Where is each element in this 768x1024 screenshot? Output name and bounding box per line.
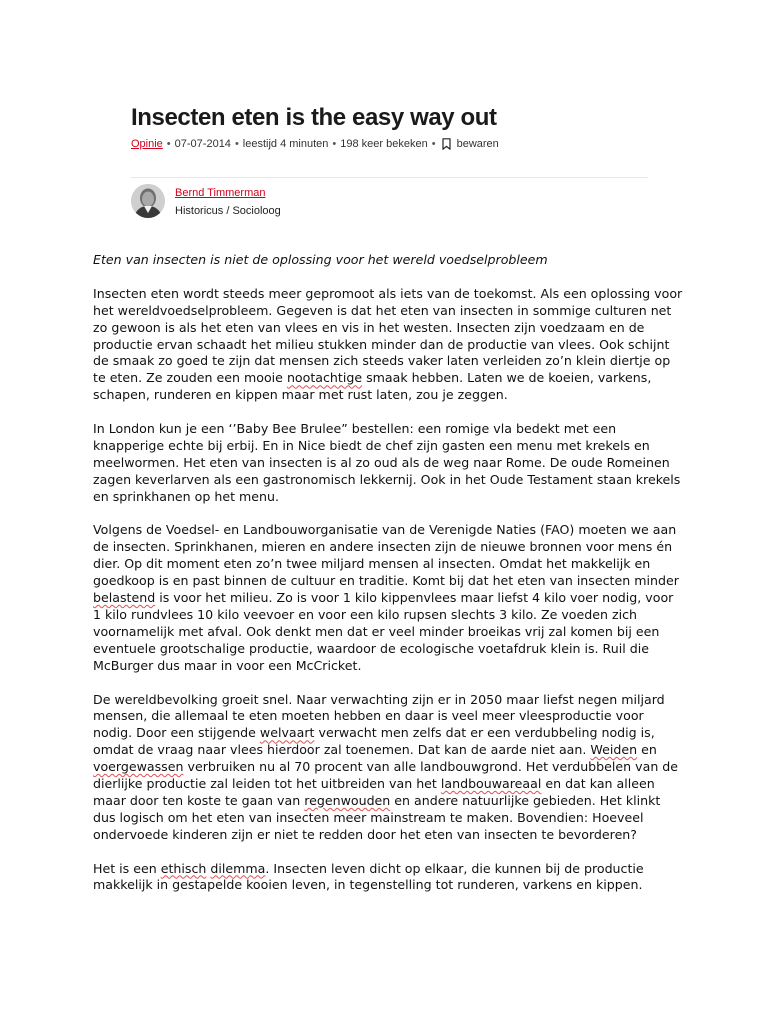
spellcheck-word[interactable]: dilemma: [210, 860, 266, 876]
author-role: Historicus / Socioloog: [175, 205, 281, 217]
paragraph-1: [93, 286, 683, 404]
paragraph-text: verwacht men zelfs dat er een verdubbeling nodig is, omdat de vraag naar vlees hierdoor zal toenemen. Dat kan de aarde niet aan.: [93, 725, 655, 758]
view-count: 198 keer bekeken: [340, 138, 428, 150]
spellcheck-word[interactable]: Weiden: [590, 742, 638, 758]
publish-date: 07-07-2014: [174, 138, 231, 150]
header-divider: [131, 177, 648, 178]
paragraph-text: verbruiken nu al 70 procent van alle landbouwgrond. Het verdubbelen van de dierlijke productie zal leiden tot het uitbreiden van het: [93, 759, 679, 792]
article-subtitle: Eten van insecten is niet de oplossing voor het wereld voedselprobleem: [93, 252, 548, 267]
paragraph-3: [93, 522, 683, 674]
author-name-link[interactable]: Bernd Timmerman: [175, 187, 266, 199]
article-title: Insecten eten is the easy way out: [131, 104, 497, 131]
article-header-screenshot: [118, 98, 660, 230]
paragraph-text: Insecten eten wordt steeds meer gepromoot als iets van de toekomst. Als een oplossing voor het wereldvoedselprobleem. Gegeven is dat het eten van insecten in sommige culturen net zo gewoon is als het eten van vlees en vis in het westen. Insecten zijn voedzaam en de productie ervan schaadt het milieu stukken minder dan de productie van vlees. Ook schijnt de smaak zo goed te zijn dat mensen zich steeds vaker laten verleiden zo’n klein diertje op te eten. Ze zouden een mooie: [93, 285, 683, 386]
save-label: bewaren: [456, 138, 499, 150]
author-photo-icon: [131, 184, 165, 218]
spellcheck-word[interactable]: regenwouden: [304, 792, 391, 808]
paragraph-text: De wereldbevolking groeit snel. Naar verwachting zijn er in 2050 maar liefst negen miljard mensen, die allemaal te eten moeten hebben en daar is veel meer vleesproductie voor nodig. Door een stijgende: [93, 691, 665, 741]
paragraph-text: Volgens de Voedsel- en Landbouworganisatie van de Verenigde Naties (FAO) moeten we aan de insecten. Sprinkhanen, mieren en andere insecten zijn de nieuwe bronnen voor mens én dier. Op dit moment eten zo’n twee miljard mensen al insecten. Omdat het makkelijk en goedkoop is en past binnen de cultuur en traditie. Komt bij dat het eten van insecten minder: [93, 522, 679, 589]
article-meta: [131, 138, 499, 150]
meta-separator: •: [332, 138, 337, 150]
spellcheck-word[interactable]: landbouwareaal: [440, 776, 542, 792]
save-button[interactable]: [440, 138, 499, 150]
spellcheck-word[interactable]: voergewassen: [93, 759, 184, 775]
paragraph-text: en dat kan alleen maar door ten koste te gaan van: [93, 776, 655, 808]
spellcheck-word[interactable]: nootachtige: [286, 370, 363, 386]
reading-time: leestijd 4 minuten: [242, 138, 329, 150]
category-link[interactable]: Opinie: [131, 138, 163, 150]
paragraph-2: In London kun je een ‘’Baby Bee Brulee” bestellen: een romige vla bedekt met een knapperige echte bij erbij. En in Nice biedt de chef zijn gasten een menu met krekels en meelwormen. Het eten van insecten is al zo oud als de weg naar Rome. De oude Romeinen zagen keverlarven als een gastronomisch lekkernij. Ook in het Oude Testament staan krekels en sprinkhanen op het menu.: [93, 421, 681, 504]
meta-separator: •: [166, 138, 171, 150]
paragraph-text: en andere natuurlijke gebieden. Het klinkt dus logisch om het eten van insecten meer mainstream te maken. Bovendien: Hoeveel ondervoede kinderen zijn er niet te redden door het eten van insecten te bevorderen?: [93, 792, 661, 842]
meta-separator: •: [431, 138, 436, 150]
paragraph-text: is voor het milieu. Zo is voor 1 kilo kippenvlees maar liefst 4 kilo voer nodig, voor 1 kilo rundvlees 10 kilo veevoer en voor een kilo rupsen slechts 3 kilo. Ze voeden zich voornamelijk met afval. Ook denkt men dat er veel minder broeikas vrij zal komen bij een eventuele grootschalige productie, waardoor de ecologische voetafdruk klein is. Ruil die McBurger dus maar in voor een McCricket.: [93, 590, 674, 673]
paragraph-text: . Insecten leven dicht op elkaar, die kunnen bij de productie makkelijk in gestapelde kooien leven, in tegenstelling tot runderen, varkens en kippen.: [93, 860, 644, 893]
author-avatar: [131, 184, 165, 218]
meta-separator: •: [234, 138, 239, 150]
paragraph-5: [93, 861, 683, 895]
spellcheck-word[interactable]: belastend: [93, 590, 156, 606]
paragraph-text: smaak hebben. Laten we de koeien, varkens, schapen, runderen en kippen maar met rust laten, zou je zeggen.: [93, 370, 652, 403]
paragraph-text: en: [637, 742, 657, 758]
article-body: [93, 252, 683, 911]
spellcheck-word[interactable]: welvaart: [259, 725, 315, 741]
paragraph-4: [93, 692, 683, 844]
paragraph-text: Het is een: [93, 860, 161, 876]
bookmark-icon: [442, 138, 451, 150]
spellcheck-word[interactable]: ethisch: [160, 860, 207, 876]
